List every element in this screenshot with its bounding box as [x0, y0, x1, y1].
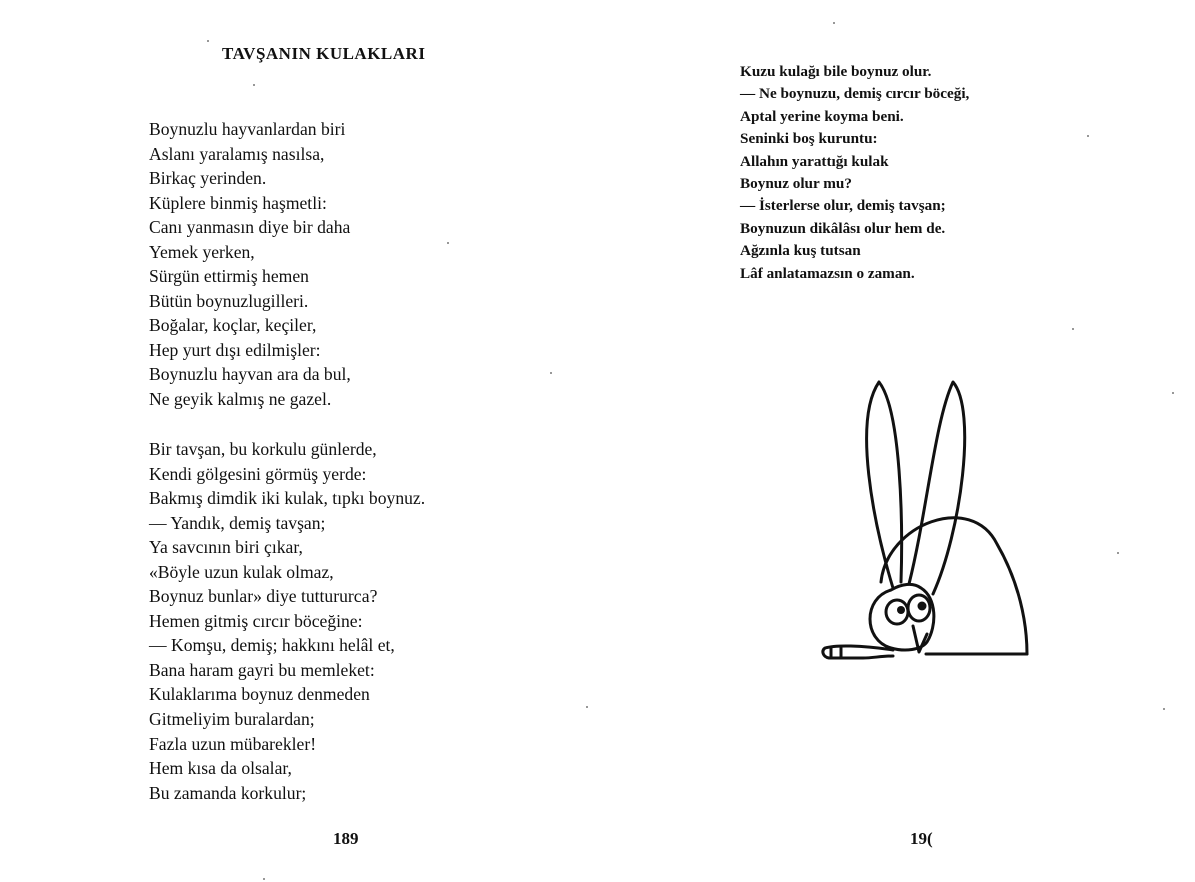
verse-line: Kendi gölgesini görmüş yerde:: [149, 463, 367, 484]
rabbit-drawing-icon: [821, 372, 1091, 672]
verse-line: Kuzu kulağı bile boynuz olur.: [740, 63, 932, 80]
verse-line: Küplere binmiş haşmetli:: [149, 192, 327, 213]
scan-speck: [1172, 392, 1174, 394]
verse-line: Allahın yarattığı kulak: [740, 152, 889, 170]
verse-line: Ya savcının biri çıkar,: [149, 537, 303, 558]
stanza-2: [149, 437, 425, 805]
verse-line: Bir tavşan, bu korkulu günlerde,: [149, 439, 377, 459]
verse-line: — Yandık, demiş tavşan;: [149, 512, 326, 533]
stanza-1: [149, 117, 351, 412]
verse-line: Kulaklarıma boynuz denmeden: [149, 684, 370, 705]
scan-speck: [253, 84, 255, 86]
verse-line: Yemek yerken,: [149, 241, 255, 262]
verse-line: Bütün boynuzlugilleri.: [149, 290, 309, 311]
verse-line: Boynuz bunlar» diye tuttururса?: [149, 586, 378, 607]
scan-speck: [207, 40, 209, 42]
verse-line: Bana haram gayri bu memleket:: [149, 659, 375, 680]
scan-speck: [447, 242, 449, 244]
scan-speck: [1087, 135, 1089, 137]
verse-line: Bu zamanda korkulur;: [149, 782, 307, 803]
verse-line: Hemen gitmiş cırcır böceğine:: [149, 610, 363, 631]
page-number-left: 189: [333, 829, 359, 848]
verse-line: Fazla uzun mübarekler!: [149, 733, 317, 754]
verse-line: Bakmış dimdik iki kulak, tıpkı boynuz.: [149, 488, 426, 509]
verse-line: Canı yanmasın diye bir daha: [149, 217, 351, 238]
verse-line: Aptal yerine koyma beni.: [740, 107, 904, 125]
verse-line: Boynuzun dikâlâsı olur hem de.: [740, 219, 946, 237]
verse-line: Boynuzlu hayvan ara da bul,: [149, 364, 351, 385]
left-page: [0, 0, 597, 882]
verse-line: Birkaç yerinden.: [149, 168, 267, 189]
verse-line: Boynuzlu hayvanlardan biri: [149, 119, 346, 139]
verse-line: Boynuz olur mu?: [740, 174, 852, 192]
verse-line: Gitmeliyim buralardan;: [149, 709, 315, 730]
verse-line: Ne geyik kalmış ne gazel.: [149, 389, 332, 410]
verse-line: Sürgün ettirmiş hemen: [149, 266, 309, 287]
verse-line: — Komşu, demiş; hakkını helâl et,: [149, 635, 395, 656]
verse-line: Hep yurt dışı edilmişler:: [149, 339, 321, 360]
scan-speck: [263, 878, 265, 880]
verse-line: Lâf anlatamazsın o zaman.: [740, 264, 915, 282]
poem-title: TAVŞANIN KULAKLARI: [222, 44, 426, 63]
page-number-right: 19(: [910, 829, 933, 848]
scan-speck: [833, 22, 835, 24]
scan-speck: [586, 706, 588, 708]
verse-line: Hem kısa da olsalar,: [149, 758, 292, 779]
scan-speck: [1163, 708, 1165, 710]
scan-speck: [1072, 328, 1074, 330]
verse-line: — Ne boynuzu, demiş cırcır böceği,: [740, 85, 970, 103]
verse-line: «Böyle uzun kulak olmaz,: [149, 561, 334, 582]
scan-speck: [550, 372, 552, 374]
verse-line: Seninki boş kuruntu:: [740, 130, 878, 148]
right-page: [597, 0, 1195, 882]
scan-speck: [1117, 552, 1119, 554]
verse-line: — İsterlerse olur, demiş tavşan;: [740, 197, 946, 215]
verse-line: Boğalar, koçlar, keçiler,: [149, 315, 317, 336]
verse-continuation: [740, 61, 969, 285]
verse-line: Ağzınla kuş tutsan: [740, 242, 861, 260]
verse-line: Aslanı yaralamış nasılsa,: [149, 143, 325, 164]
